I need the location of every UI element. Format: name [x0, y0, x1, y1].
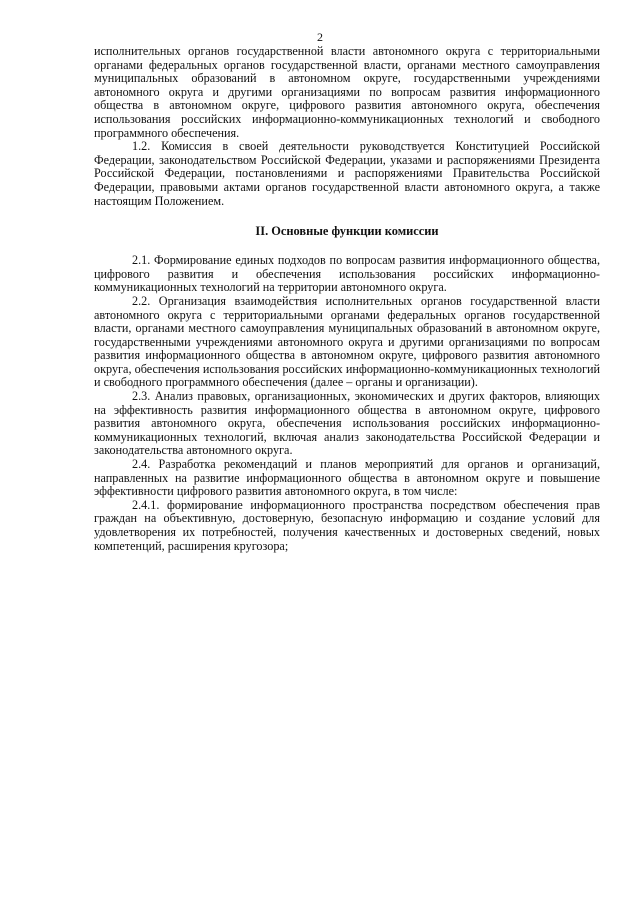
- paragraph-2-4: 2.4. Разработка рекомендаций и планов мероприятий для органов и организаций, направленных на развитие информационного общества в автономном округе и повышение эффективности цифрового развития автономного округа, в том числе:: [94, 457, 600, 499]
- paragraph-continuation: исполнительных органов государственной власти автономного округа с территориальными органами федеральных органов государственной власти, органами местного самоуправления муниципальных образований в автономном округе, государственными учреждениями автономного округа и другими организациями по вопросам развития информационного общества в автономном округе, цифрового развития автономного округа, обеспечения использования российских информационно-коммуникационных технологий и свободного программного обеспечения.: [94, 44, 600, 140]
- paragraph-2-4-1: 2.4.1. формирование информационного пространства посредством обеспечения прав граждан на объективную, достоверную, безопасную информацию и создание условий для удовлетворения их потребностей, получения качественных и достоверных сведений, новых компетенций, расширения кругозора;: [94, 497, 600, 553]
- paragraph-2-2: 2.2. Организация взаимодействия исполнительных органов государственной власти автономного округа с территориальными органами федеральных органов государственной власти, органами местного самоуправления муниципальных образований в автономном округе, государственными учреждениями автономного округа и другими организациями по вопросам развития информационного общества в автономном округе, цифрового развития автономного округа, обеспечения использования российских информационно-коммуникационных технологий и свободного программного обеспечения (далее – органы и организации).: [94, 293, 600, 390]
- paragraph-2-3: 2.3. Анализ правовых, организационных, экономических и других факторов, влияющих на эффективность развития информационного общества в автономном округе, цифрового развития автономного округа, обеспечения использования российских информационно-коммуникационных технологий, включая анализ законодательства Российской Федерации и законодательства автономного округа.: [94, 389, 600, 458]
- page-number: 2: [317, 30, 323, 44]
- section-title: II. Основные функции комиссии: [255, 224, 439, 239]
- paragraph-2-1: 2.1. Формирование единых подходов по вопросам развития информационного общества, цифрового развития и обеспечения использования российских информационно-коммуникационных технологий на территории автономного округа.: [94, 253, 600, 295]
- paragraph-1-2: 1.2. Комиссия в своей деятельности руководствуется Конституцией Российской Федерации, законодательством Российской Федерации, указами и распоряжениями Президента Российской Федерации, постановлениями и распоряжениями Правительства Российской Федерации, правовыми актами органов государственной власти автономного округа, а также настоящим Положением.: [94, 139, 600, 208]
- document-body: [94, 45, 600, 553]
